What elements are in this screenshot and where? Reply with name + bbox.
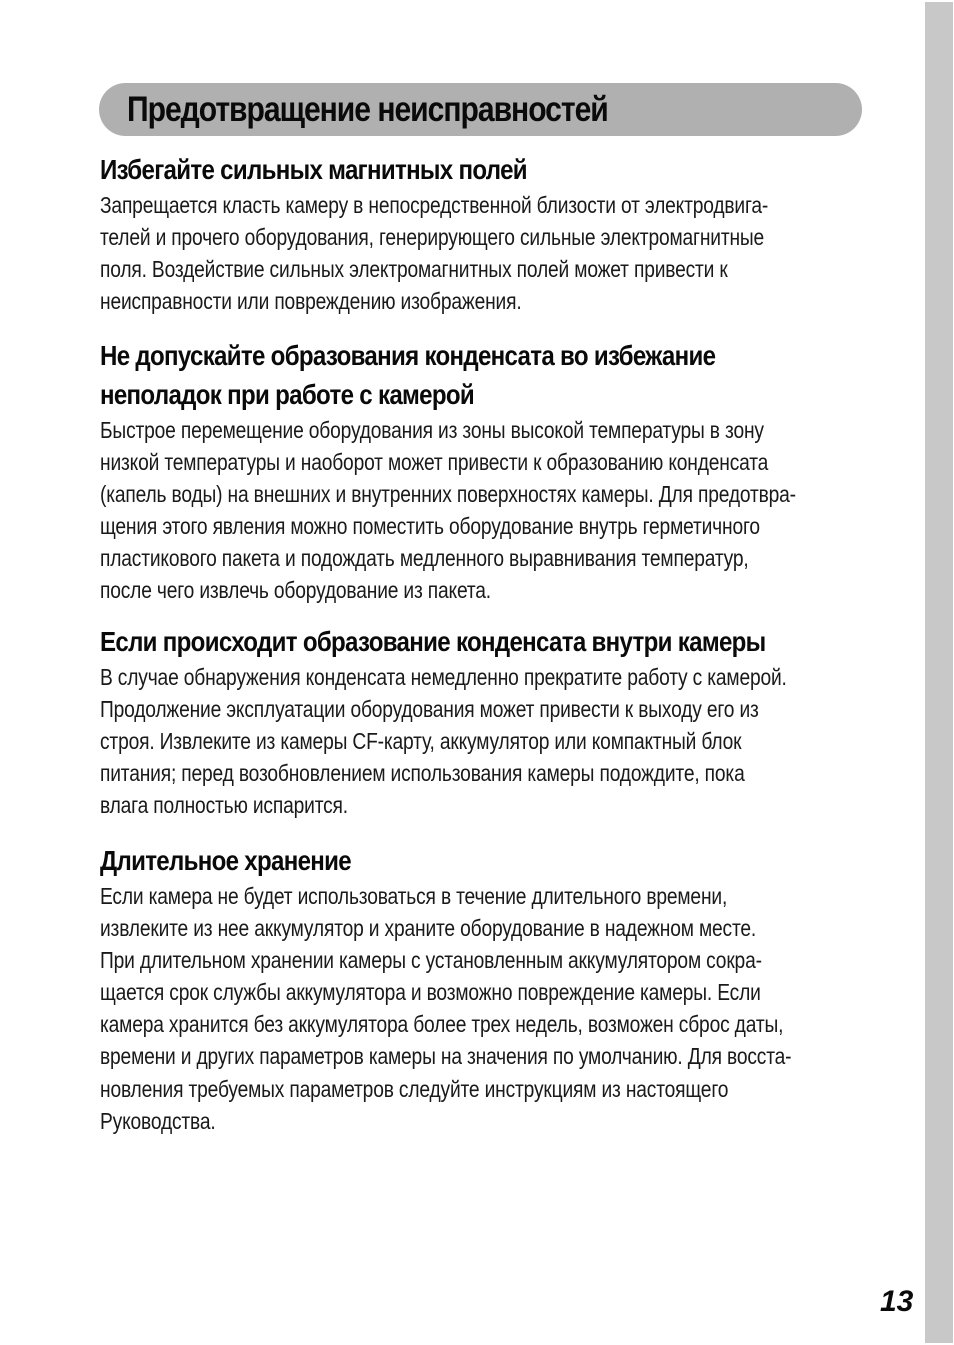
paragraph-line: Запрещается класть камеру в непосредственной близости от электродвига- xyxy=(100,192,769,218)
paragraph-line: после чего извлечь оборудование из пакета. xyxy=(100,577,491,604)
paragraph-line: неисправности или повреждению изображения. xyxy=(100,288,522,315)
section-condensation-prevention xyxy=(100,336,933,607)
paragraph-line: новления требуемых параметров следуйте инструкциям из настоящего xyxy=(100,1075,729,1102)
paragraph-line: времени и других параметров камеры на значения по умолчанию. Для восста- xyxy=(100,1043,792,1070)
section-heading: Не допускайте образования конденсата во избежание xyxy=(100,340,716,371)
paragraph-line: питания; перед возобновлением использования камеры подождите, пока xyxy=(100,760,745,787)
page-title-bar xyxy=(99,83,862,136)
paragraph-line: щается срок службы аккумулятора и возможно повреждение камеры. Если xyxy=(100,979,761,1006)
section-condensation-inside xyxy=(100,622,922,821)
section-magnetic-fields xyxy=(100,150,900,317)
section-heading: Длительное хранение xyxy=(100,845,351,876)
paragraph-line: камера хранится без аккумулятора более трех недель, возможен сброс даты, xyxy=(100,1011,784,1038)
paragraph-line: (капель воды) на внешних и внутренних поверхностях камеры. Для предотвра- xyxy=(100,481,796,508)
side-tab-bar xyxy=(925,2,953,1343)
section-heading: Избегайте сильных магнитных полей xyxy=(100,154,527,185)
paragraph-line: Быстрое перемещение оборудования из зоны высокой температуры в зону xyxy=(100,417,764,443)
paragraph-line: поля. Воздействие сильных электромагнитных полей может привести к xyxy=(100,256,728,283)
paragraph-line: низкой температуры и наоборот может привести к образованию конденсата xyxy=(100,449,769,476)
paragraph-line: В случае обнаружения конденсата немедленно прекратите работу с камерой. xyxy=(100,664,787,690)
paragraph-line: Продолжение эксплуатации оборудования может привести к выходу его из xyxy=(100,696,759,723)
paragraph-line: извлеките из нее аккумулятор и храните оборудование в надежном месте. xyxy=(100,915,757,942)
paragraph-line: влага полностью испарится. xyxy=(100,792,348,819)
paragraph-line: щения этого явления можно поместить оборудование внутрь герметичного xyxy=(100,513,760,540)
paragraph-line: При длительном хранении камеры с установленным аккумулятором сокра- xyxy=(100,947,762,974)
section-heading: Если происходит образование конденсата внутри камеры xyxy=(100,626,766,657)
section-heading: неполадок при работе с камерой xyxy=(100,379,475,410)
page-number: 13 xyxy=(880,1285,914,1318)
paragraph-line: Руководства. xyxy=(100,1107,216,1134)
paragraph-line: пластикового пакета и подождать медленного выравнивания температур, xyxy=(100,545,749,572)
paragraph-line: телей и прочего оборудования, генерирующего сильные электромагнитные xyxy=(100,224,765,251)
paragraph-line: Если камера не будет использоваться в течение длительного времени, xyxy=(100,883,728,909)
paragraph-line: строя. Извлеките из камеры CF-карту, аккумулятор или компактный блок xyxy=(100,728,742,755)
section-long-term-storage xyxy=(100,841,928,1137)
page-title: Предотвращение неисправностей xyxy=(127,90,608,129)
